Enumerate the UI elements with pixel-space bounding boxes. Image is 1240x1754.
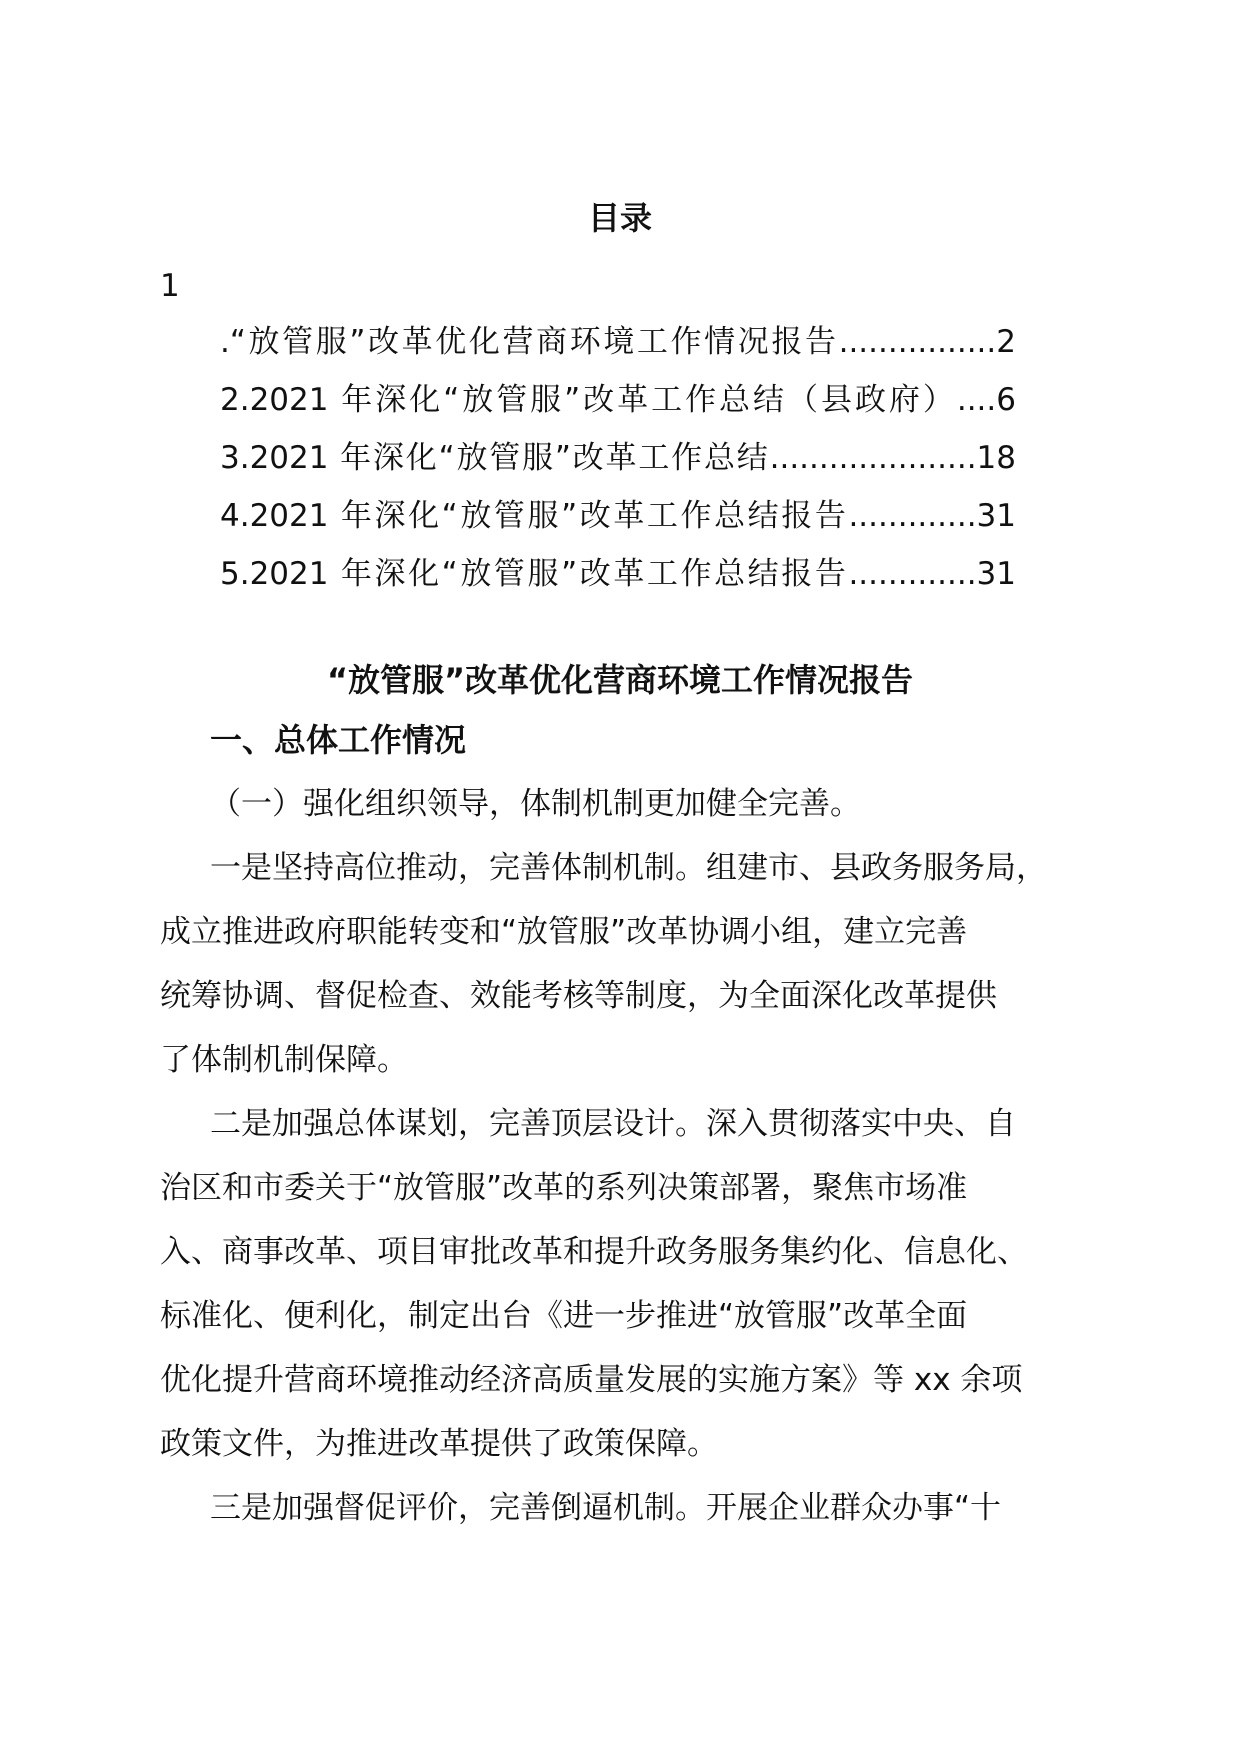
section-heading: 一、总体工作情况 — [210, 721, 467, 759]
toc-title: 目录 — [587, 199, 652, 237]
toc-entry-2[interactable]: 2.2021 年深化“放管服”改革工作总结（县政府）....6 — [220, 382, 1016, 418]
paragraph-line: 了体制机制保障。 — [160, 1042, 408, 1078]
paragraph-line: 三是加强督促评价，完善倒逼机制。开展企业群众办事“十 — [210, 1490, 1002, 1526]
document-title: “放管服”改革优化营商环境工作情况报告 — [326, 661, 914, 699]
paragraph-line: 二是加强总体谋划，完善顶层设计。深入贯彻落实中央、自 — [210, 1106, 1016, 1142]
paragraph-line: 统筹协调、督促检查、效能考核等制度，为全面深化改革提供 — [160, 978, 997, 1014]
toc-entry-1[interactable]: .“放管服”改革优化营商环境工作情况报告................2 — [220, 324, 1016, 360]
paragraph-line: 成立推进政府职能转变和“放管服”改革协调小组，建立完善 — [160, 914, 968, 950]
paragraph-line: 标准化、便利化，制定出台《进一步推进“放管服”改革全面 — [160, 1298, 968, 1334]
paragraph-line: 治区和市委关于“放管服”改革的系列决策部署，聚焦市场准 — [160, 1170, 968, 1206]
paragraph-line: 优化提升营商环境推动经济高质量发展的实施方案》等 xx 余项 — [160, 1362, 1023, 1398]
paragraph-line: 一是坚持高位推动，完善体制机制。组建市、县政务服务局， — [210, 850, 1047, 886]
paragraph-line: 入、商事改革、项目审批改革和提升政务服务集约化、信息化、 — [160, 1234, 1028, 1270]
toc-entry-4[interactable]: 4.2021 年深化“放管服”改革工作总结报告.............31 — [220, 498, 1016, 534]
toc-entry-5[interactable]: 5.2021 年深化“放管服”改革工作总结报告.............31 — [220, 556, 1016, 592]
toc-entry-3[interactable]: 3.2021 年深化“放管服”改革工作总结.....................18 — [220, 440, 1016, 476]
toc-number: 1 — [160, 268, 180, 304]
paragraph-line: 政策文件，为推进改革提供了政策保障。 — [160, 1426, 718, 1462]
subheading: （一）强化组织领导，体制机制更加健全完善。 — [210, 786, 861, 822]
